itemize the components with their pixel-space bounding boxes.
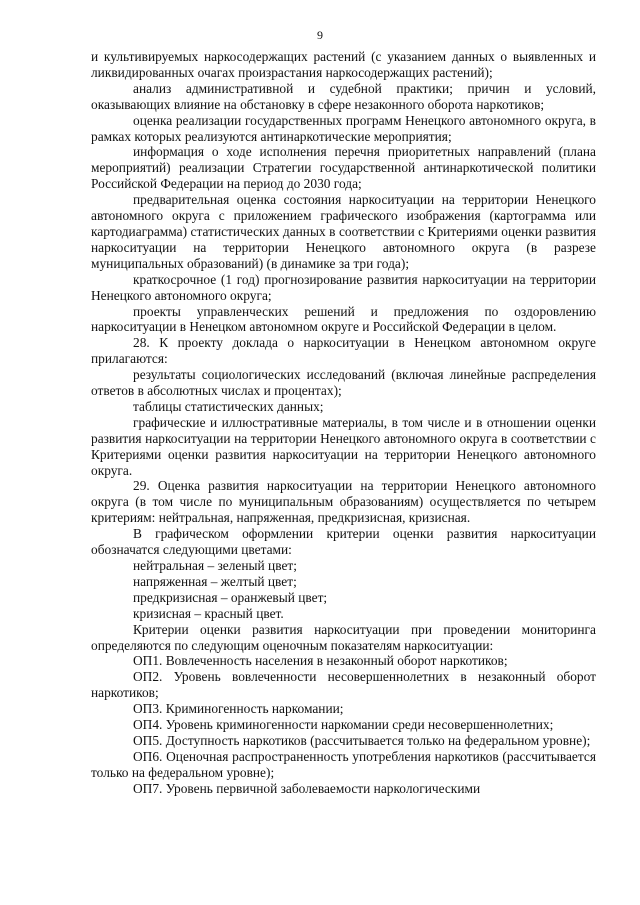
list-item-op7: ОП7. Уровень первичной заболеваемости наркологическими <box>133 780 481 796</box>
paragraph-item-28: 28. К проекту доклада о наркоситуации в Ненецком автономном округе прилагаются: <box>91 335 596 367</box>
paragraph-continuation: и культивируемых наркосодержащих растений (с указанием данных о выявленных и ликвидированных очагах произрастания наркосодержащих растений); <box>91 49 596 80</box>
list-item-op4: ОП4. Уровень криминогенности наркомании среди несовершеннолетних; <box>133 717 554 733</box>
list-item-op5: ОП5. Доступность наркотиков (рассчитывается только на федеральном уровне); <box>133 732 591 748</box>
list-item-neutral: нейтральная – зеленый цвет; <box>133 558 297 573</box>
list-item-op2: ОП2. Уровень вовлеченности несовершеннолетних в незаконный оборот наркотиков; <box>91 669 596 701</box>
paragraph-practice-analysis: анализ административной и судебной практики; причин и условий, оказывающих влияние на обстановку в сфере незаконного оборота наркотиков; <box>91 80 596 112</box>
paragraph-graphic-colors: В графическом оформлении критерии оценки развития наркоситуации обозначатся следующими цветами: <box>91 526 596 558</box>
list-item-op6: ОП6. Оценочная распространенность употребления наркотиков (рассчитывается только на федеральном уровне); <box>91 748 596 780</box>
paragraph-item-29: 29. Оценка развития наркоситуации на территории Ненецкого автономного округа (в том числе по муниципальным образованиям) осуществляется по четырем критериям: нейтральная, напряженная, предкризисная, кризисная. <box>91 478 596 526</box>
paragraph-strategy-info: информация о ходе исполнения перечня приоритетных направлений (плана мероприятий) реализации Стратегии государственной антинаркотической политики Российской Федерации на период до 2030 года; <box>91 144 596 192</box>
paragraph-short-term-forecast: краткосрочное (1 год) прогнозирование развития наркоситуации на территории Ненецкого автономного округа; <box>91 271 596 303</box>
list-item-op1: ОП1. Вовлеченность населения в незаконный оборот наркотиков; <box>133 653 508 669</box>
paragraph-criteria-indicators: Критерии оценки развития наркоситуации при проведении мониторинга определяются по следующим оценочным показателям наркоситуации: <box>91 621 596 653</box>
list-item-crisis: кризисная – красный цвет. <box>133 605 284 621</box>
paragraph-programs-evaluation: оценка реализации государственных программ Ненецкого автономного округа, в рамках которых реализуются антинаркотические мероприятия; <box>91 112 596 144</box>
paragraph-statistical-tables: таблицы статистических данных; <box>133 398 324 414</box>
paragraph-sociological-results: результаты социологических исследований (включая линейные распределения ответов в абсолютных числах и процентах); <box>91 367 596 399</box>
list-item-precrisis: предкризисная – оранжевый цвет; <box>133 589 328 605</box>
paragraph-management-proposals: проекты управленческих решений и предложения по оздоровлению наркоситуации в Ненецком автономном округе и Российской Федерации в целом. <box>91 303 596 335</box>
document-body <box>91 49 596 797</box>
list-item-op3: ОП3. Криминогенность наркомании; <box>133 701 344 717</box>
page-number: 9 <box>317 28 323 42</box>
paragraph-graphic-materials: графические и иллюстративные материалы, в том числе и в отношении оценки развития наркоситуации на территории Ненецкого автономного округа в соответствии с Критериями оценки развития наркоситуации на территории Ненецкого автономного округа. <box>91 414 596 478</box>
list-item-tense: напряженная – желтый цвет; <box>133 573 297 589</box>
paragraph-preliminary-assessment: предварительная оценка состояния наркоситуации на территории Ненецкого автономного округа с приложением графического изображения (картограмма или картодиаграмма) статистических данных в соответствии с Критериями оценки развития наркоситуации на территории Ненецкого автономного округа (в разрезе муниципальных образований) (в динамике за три года); <box>91 192 596 271</box>
